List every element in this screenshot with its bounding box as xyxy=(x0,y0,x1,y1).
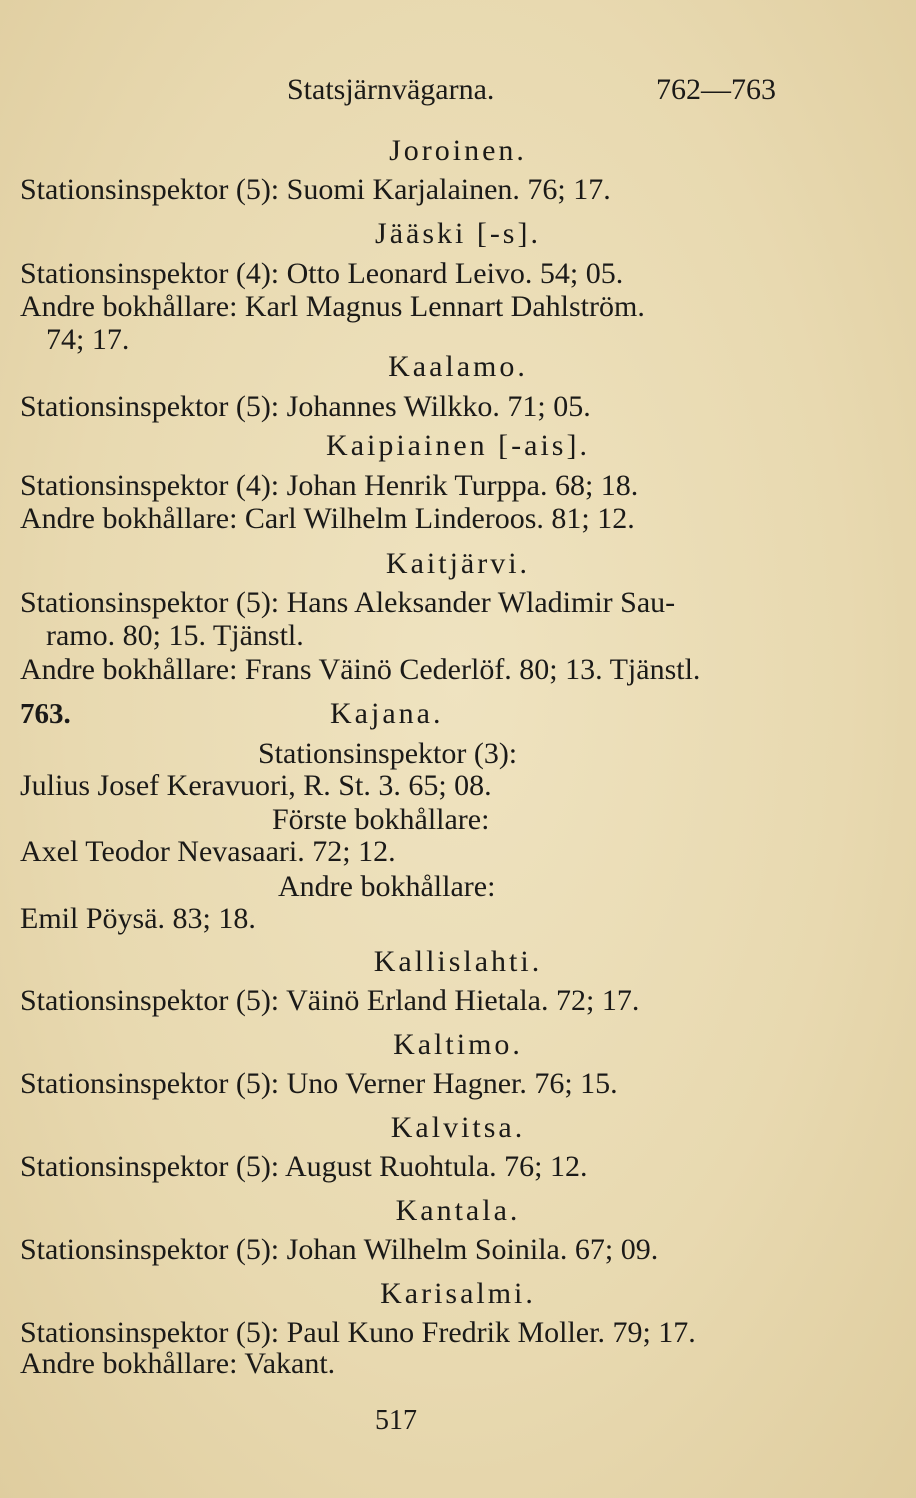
entry-line: Andre bokhållare: Karl Magnus Lennart Dahlström. xyxy=(20,290,645,323)
entry-line: Stationsinspektor (5): Väinö Erland Hietala. 72; 17. xyxy=(20,984,640,1017)
role-label: Förste bokhållare: xyxy=(272,803,490,836)
station-heading: Kantala. xyxy=(395,1194,521,1227)
station-heading: Joroinen. xyxy=(389,134,527,167)
role-label: Stationsinspektor (3): xyxy=(258,737,518,770)
station-heading: Kaltimo. xyxy=(393,1028,523,1061)
entry-line: Stationsinspektor (4): Otto Leonard Leivo. 54; 05. xyxy=(20,257,624,290)
section-number: 763. xyxy=(20,698,71,730)
entry-line: Stationsinspektor (5): Hans Aleksander Wladimir Sau- xyxy=(20,586,676,619)
station-heading: Kaitjärvi. xyxy=(385,547,531,580)
entry-line: Julius Josef Keravuori, R. St. 3. 65; 08. xyxy=(20,769,492,802)
station-heading: Kaalamo. xyxy=(388,350,528,383)
station-heading: Karisalmi. xyxy=(380,1277,536,1310)
entry-line: Andre bokhållare: Vakant. xyxy=(20,1347,336,1380)
entry-line: Stationsinspektor (4): Johan Henrik Turppa. 68; 18. xyxy=(20,469,639,502)
entry-line: Stationsinspektor (5): Johannes Wilkko. 71; 05. xyxy=(20,390,591,423)
entry-line: Emil Pöysä. 83; 18. xyxy=(20,902,256,935)
running-header-page-range: 762—763 xyxy=(656,73,776,106)
entry-line: Stationsinspektor (5): Paul Kuno Fredrik Moller. 79; 17. xyxy=(20,1316,696,1349)
station-heading: Kaipiainen [-ais]. xyxy=(326,429,590,462)
role-label: Andre bokhållare: xyxy=(278,870,496,903)
station-heading: Kalvitsa. xyxy=(390,1111,526,1144)
entry-line: Axel Teodor Nevasaari. 72; 12. xyxy=(20,835,396,868)
entry-line: Stationsinspektor (5): Suomi Karjalainen. 76; 17. xyxy=(20,173,611,206)
station-heading: Kajana. xyxy=(330,697,444,730)
entry-line: 74; 17. xyxy=(46,323,130,356)
station-heading: Kallislahti. xyxy=(373,945,543,978)
entry-line: ramo. 80; 15. Tjänstl. xyxy=(46,619,304,652)
entry-line: Andre bokhållare: Carl Wilhelm Linderoos. 81; 12. xyxy=(20,502,635,535)
page-number: 517 xyxy=(375,1405,417,1436)
entry-line: Stationsinspektor (5): August Ruohtula. 76; 12. xyxy=(20,1150,588,1183)
entry-line: Andre bokhållare: Frans Väinö Cederlöf. 80; 13. Tjänstl. xyxy=(20,653,701,686)
entry-line: Stationsinspektor (5): Johan Wilhelm Soinila. 67; 09. xyxy=(20,1233,659,1266)
running-header-title: Statsjärnvägarna. xyxy=(287,73,495,106)
entry-line: Stationsinspektor (5): Uno Verner Hagner. 76; 15. xyxy=(20,1067,618,1100)
station-heading: Jääski [-s]. xyxy=(375,217,541,250)
